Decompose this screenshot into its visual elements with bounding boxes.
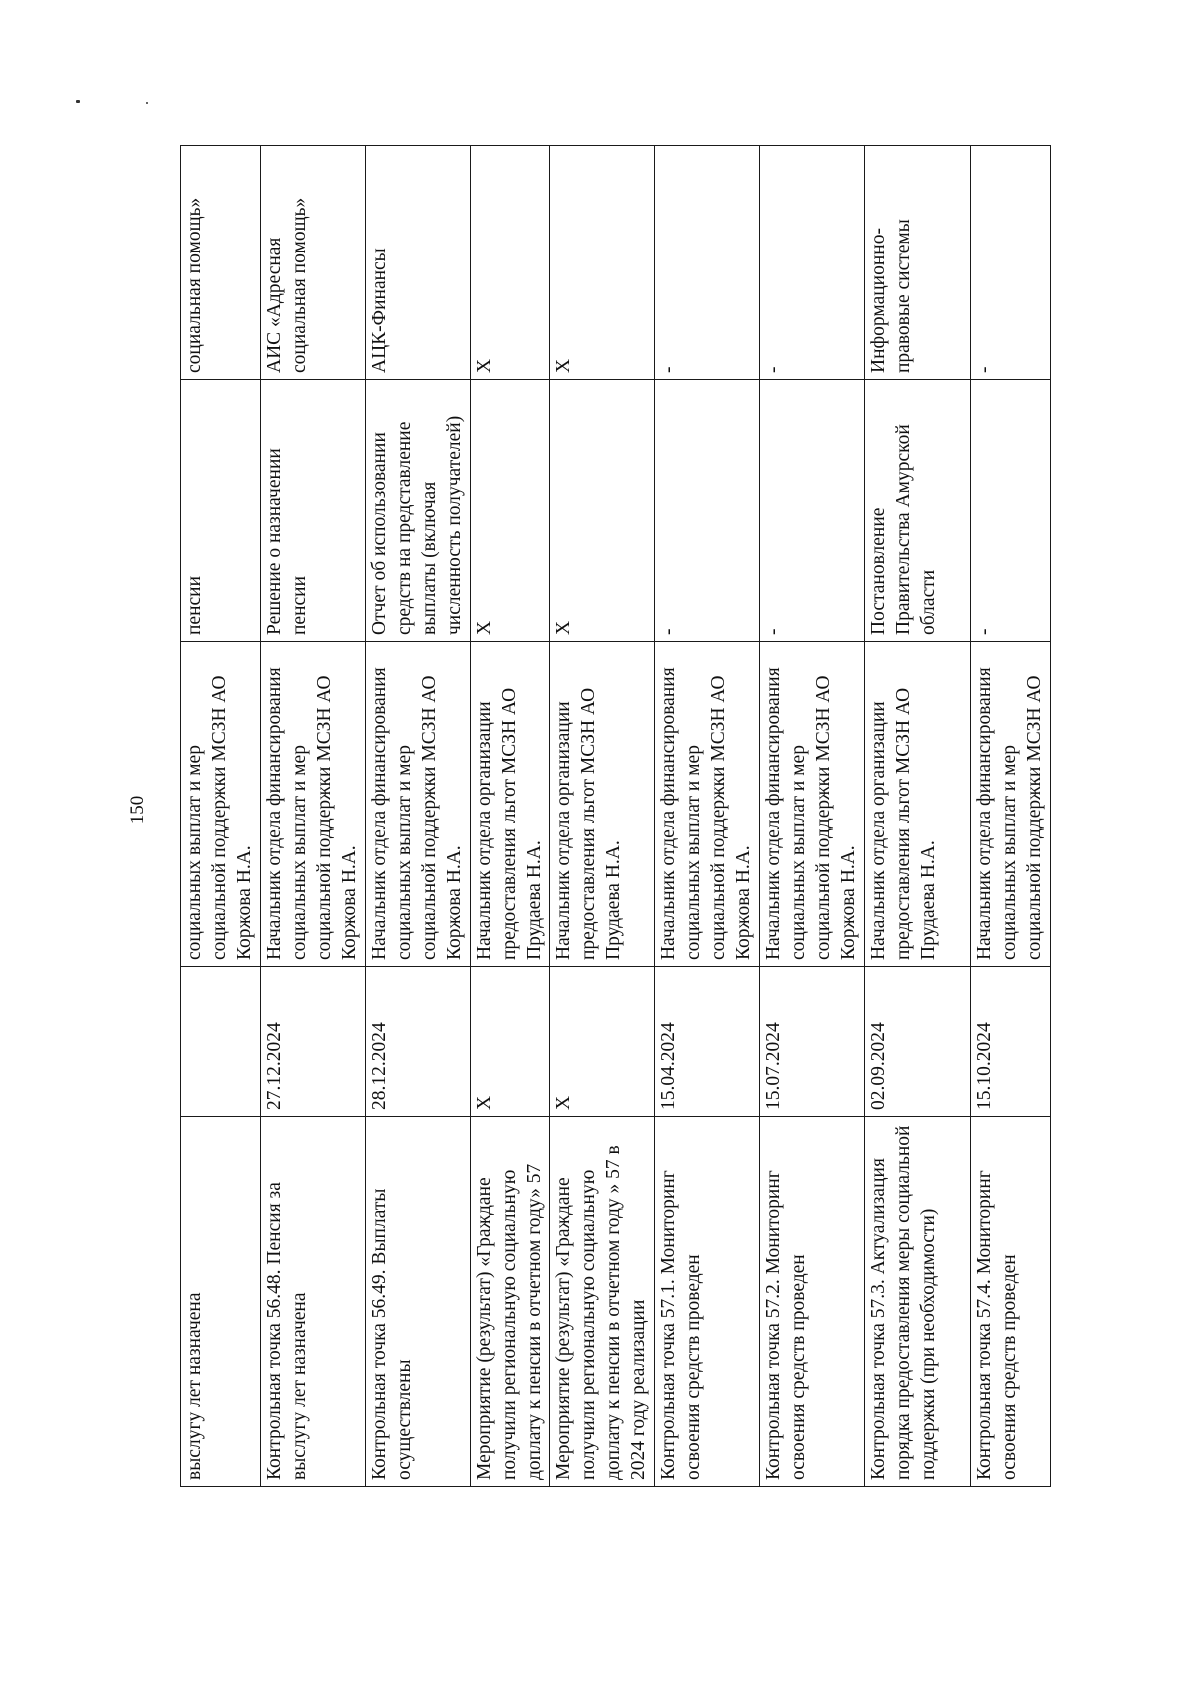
responsible-cell: Начальник отдела финансирования социальных выплат и мер социальной поддержки МСЗН АО Коржова Н.А.: [365, 642, 470, 967]
document-cell: Решение о назначении пенсии: [261, 380, 366, 642]
event-cell: Мероприятие (результат) «Граждане получили региональную социальную доплату к пенсии в отчетном году » 57 в 2024 году реализации: [550, 1117, 655, 1487]
event-cell: Контрольная точка 56.48. Пенсия за выслугу лет назначена: [261, 1117, 366, 1487]
document-cell: -: [655, 380, 760, 642]
document-cell: Отчет об использовании средств на представление выплаты (включая численность получателей): [365, 380, 470, 642]
event-cell: Контрольная точка 57.1. Мониторинг освоения средств проведен: [655, 1117, 760, 1487]
scan-artifact-dot: [76, 100, 80, 103]
date-cell: 15.07.2024: [760, 967, 865, 1117]
page-number: 150: [127, 795, 148, 825]
responsible-cell: Начальник отдела финансирования социальных выплат и мер социальной поддержки МСЗН АО Коржова Н.А.: [655, 642, 760, 967]
date-cell: 02.09.2024: [864, 967, 970, 1117]
document-cell: Постановление Правительства Амурской области: [864, 380, 970, 642]
document-cell: -: [970, 380, 1050, 642]
scan-artifact-dot: [146, 102, 148, 104]
event-cell: Контрольная точка 57.3. Актуализация порядка предоставления меры социальной поддержки (при необходимости): [864, 1117, 970, 1487]
event-cell: выслугу лет назначена: [181, 1117, 261, 1487]
table-row: [655, 146, 760, 1487]
date-cell: 28.12.2024: [365, 967, 470, 1117]
rotated-table-container: [180, 146, 1045, 1487]
date-cell: Х: [550, 967, 655, 1117]
responsible-cell: Начальник отдела финансирования социальных выплат и мер социальной поддержки МСЗН АО: [970, 642, 1050, 967]
responsible-cell: Начальник отдела организации предоставления льгот МСЗН АО Прудаева Н.А.: [550, 642, 655, 967]
table-row: [970, 146, 1050, 1487]
responsible-cell: социальных выплат и мер социальной поддержки МСЗН АО Коржова Н.А.: [181, 642, 261, 967]
date-cell: 15.04.2024: [655, 967, 760, 1117]
document-cell: пенсии: [181, 380, 261, 642]
table-row: [864, 146, 970, 1487]
event-cell: Контрольная точка 57.4. Мониторинг освоения средств проведен: [970, 1117, 1050, 1487]
table-row: [470, 146, 550, 1487]
system-cell: АЦК-Финансы: [365, 146, 470, 380]
document-cell: Х: [550, 380, 655, 642]
system-cell: -: [970, 146, 1050, 380]
date-cell: 15.10.2024: [970, 967, 1050, 1117]
system-cell: -: [655, 146, 760, 380]
table-row: [550, 146, 655, 1487]
event-cell: Контрольная точка 56.49. Выплаты осуществлены: [365, 1117, 470, 1487]
document-cell: Х: [470, 380, 550, 642]
responsible-cell: Начальник отдела финансирования социальных выплат и мер социальной поддержки МСЗН АО Коржова Н.А.: [261, 642, 366, 967]
table-row: [760, 146, 865, 1487]
responsible-cell: Начальник отдела финансирования социальных выплат и мер социальной поддержки МСЗН АО Коржова Н.А.: [760, 642, 865, 967]
system-cell: Х: [470, 146, 550, 380]
system-cell: АИС «Адресная социальная помощь»: [261, 146, 366, 380]
table-row: [181, 146, 261, 1487]
control-points-table: [180, 145, 1051, 1487]
document-cell: -: [760, 380, 865, 642]
date-cell: Х: [470, 967, 550, 1117]
system-cell: -: [760, 146, 865, 380]
table-row: [261, 146, 366, 1487]
date-cell: 27.12.2024: [261, 967, 366, 1117]
event-cell: Контрольная точка 57.2. Мониторинг освоения средств проведен: [760, 1117, 865, 1487]
responsible-cell: Начальник отдела организации предоставления льгот МСЗН АО Прудаева Н.А.: [864, 642, 970, 967]
responsible-cell: Начальник отдела организации предоставления льгот МСЗН АО Прудаева Н.А.: [470, 642, 550, 967]
system-cell: социальная помощь»: [181, 146, 261, 380]
system-cell: Х: [550, 146, 655, 380]
date-cell: [181, 967, 261, 1117]
table-row: [365, 146, 470, 1487]
event-cell: Мероприятие (результат) «Граждане получили региональную социальную доплату к пенсии в отчетном году» 57: [470, 1117, 550, 1487]
system-cell: Информационно-правовые системы: [864, 146, 970, 380]
